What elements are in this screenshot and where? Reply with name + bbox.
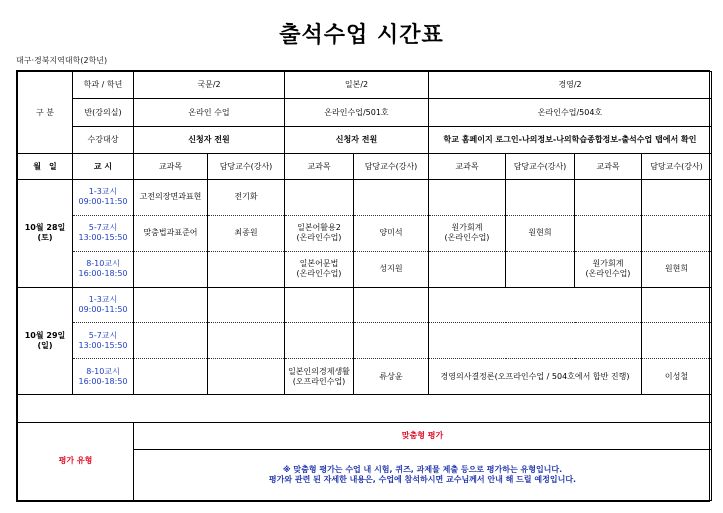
subject-cell: 맞춤법과표준어 xyxy=(134,215,208,251)
prof-cell xyxy=(506,179,575,215)
prof-cell xyxy=(354,179,429,215)
subject-cell xyxy=(134,323,208,359)
subject-cell xyxy=(134,359,208,395)
subject-cell xyxy=(285,323,354,359)
subject-header: 교과목 xyxy=(575,154,642,179)
prof-cell xyxy=(208,359,285,395)
dept-business: 경영/2 xyxy=(429,72,712,99)
target-business: 학교 홈페이지 로그인-나의정보-나의학습종합정보-출석수업 탭에서 확인 xyxy=(429,126,712,153)
subject-cell: 일본어문법 (온라인수업) xyxy=(285,251,354,287)
day2-date-cell xyxy=(18,287,73,395)
subject-cell xyxy=(429,287,642,323)
prof-cell xyxy=(354,287,429,323)
prof-cell xyxy=(506,251,575,287)
dept-japanese: 일본/2 xyxy=(285,72,429,99)
day1-date: 10월 28일 xyxy=(24,223,66,233)
spacer-row xyxy=(18,395,712,422)
period-label: 5-7교시 xyxy=(88,330,118,340)
prof-header: 담당교수(강사) xyxy=(506,154,575,179)
target-row xyxy=(18,126,712,153)
period-header: 교 시 xyxy=(73,154,134,179)
dept-korean: 국문/2 xyxy=(134,72,285,99)
period-cell xyxy=(73,323,134,359)
period-time: 13:00-15:50 xyxy=(78,233,128,243)
evaluation-label: 평가 유형 xyxy=(18,422,134,500)
period-cell xyxy=(73,251,134,287)
schedule-row xyxy=(18,179,712,215)
prof-cell: 원현희 xyxy=(642,251,712,287)
prof-cell xyxy=(208,251,285,287)
subject-cell xyxy=(134,287,208,323)
schedule-row xyxy=(18,359,712,395)
subject-cell xyxy=(429,323,642,359)
subject-cell xyxy=(134,251,208,287)
prof-cell: 원현희 xyxy=(506,215,575,251)
subject-header: 교과목 xyxy=(285,154,354,179)
subject-cell xyxy=(575,215,642,251)
page-title: 출석수업 시간표 xyxy=(279,23,444,48)
room-row xyxy=(18,99,712,126)
period-cell xyxy=(73,287,134,323)
prof-header: 담당교수(강사) xyxy=(208,154,285,179)
evaluation-description xyxy=(134,450,712,501)
target-korean: 신청자 전원 xyxy=(134,126,285,153)
period-label: 8-10교시 xyxy=(86,366,120,376)
prof-cell xyxy=(354,323,429,359)
prof-cell xyxy=(642,287,712,323)
prof-header: 담당교수(강사) xyxy=(354,154,429,179)
subject-cell xyxy=(429,251,506,287)
prof-cell xyxy=(208,323,285,359)
dept-label: 학과 / 학년 xyxy=(73,72,134,99)
evaluation-row xyxy=(18,422,712,449)
room-korean: 온라인 수업 xyxy=(134,99,285,126)
prof-cell: 성지원 xyxy=(354,251,429,287)
prof-cell xyxy=(208,287,285,323)
prof-cell xyxy=(642,323,712,359)
subject-cell xyxy=(429,179,506,215)
day1-weekday: (토) xyxy=(37,233,53,243)
gubun-cell: 구 분 xyxy=(18,72,73,154)
target-label: 수강대상 xyxy=(73,126,134,153)
period-time: 13:00-15:50 xyxy=(78,340,128,350)
subject-header: 교과목 xyxy=(429,154,506,179)
period-label: 1-3교시 xyxy=(88,294,118,304)
evaluation-desc-line2: 평가와 관련 된 자세한 내용은, 수업에 참석하시면 교수님께서 안내 해 드릴 예정입니다. xyxy=(268,475,577,485)
day2-weekday: (일) xyxy=(37,340,53,350)
prof-header: 담당교수(강사) xyxy=(642,154,712,179)
period-label: 5-7교시 xyxy=(88,223,118,233)
period-cell xyxy=(73,215,134,251)
schedule-row xyxy=(18,323,712,359)
subject-cell: 고전의장면과표현 xyxy=(134,179,208,215)
prof-cell: 양미석 xyxy=(354,215,429,251)
prof-cell: 류상윤 xyxy=(354,359,429,395)
subject-cell: 원가회계 (온라인수업) xyxy=(575,251,642,287)
dept-row xyxy=(18,72,712,99)
subject-cell xyxy=(285,179,354,215)
prof-cell: 전기화 xyxy=(208,179,285,215)
evaluation-type: 맞춤형 평가 xyxy=(134,422,712,449)
column-header-row xyxy=(18,154,712,179)
period-time: 16:00-18:50 xyxy=(78,376,128,386)
schedule-row xyxy=(18,287,712,323)
subject-cell xyxy=(285,287,354,323)
period-time: 09:00-11:50 xyxy=(78,197,128,207)
spacer-cell xyxy=(18,395,712,422)
evaluation-desc-line1: ※ 맞춤형 평가는 수업 내 시험, 퀴즈, 과제물 제출 등으로 평가하는 유형입니다. xyxy=(282,465,563,475)
prof-cell: 이성철 xyxy=(642,359,712,395)
period-cell xyxy=(73,179,134,215)
subject-cell xyxy=(575,179,642,215)
day2-date: 10월 29일 xyxy=(24,330,66,340)
month-day-header: 월 일 xyxy=(18,154,73,179)
period-cell xyxy=(73,359,134,395)
subject-cell: 일본어활용2 (온라인수업) xyxy=(285,215,354,251)
period-label: 8-10교시 xyxy=(86,259,120,269)
subject-cell: 일본인의경제생활 (오프라인수업) xyxy=(285,359,354,395)
subject-header: 교과목 xyxy=(134,154,208,179)
timetable-sheet xyxy=(16,70,710,502)
subject-cell: 경영의사결정론(오프라인수업 / 504호에서 합반 진행) xyxy=(429,359,642,395)
schedule-row xyxy=(18,215,712,251)
room-label: 반(강의실) xyxy=(73,99,134,126)
room-business: 온라인수업/504호 xyxy=(429,99,712,126)
schedule-row xyxy=(18,251,712,287)
period-label: 1-3교시 xyxy=(88,187,118,197)
region-label: 대구·경북지역대학(2학년) xyxy=(16,56,108,65)
prof-cell xyxy=(642,215,712,251)
prof-cell: 최종원 xyxy=(208,215,285,251)
period-time: 16:00-18:50 xyxy=(78,269,128,279)
period-time: 09:00-11:50 xyxy=(78,304,128,314)
room-japanese: 온라인수업/501호 xyxy=(285,99,429,126)
day1-date-cell xyxy=(18,179,73,287)
subject-cell: 원가회계 (온라인수업) xyxy=(429,215,506,251)
prof-cell xyxy=(642,179,712,215)
target-japanese: 신청자 전원 xyxy=(285,126,429,153)
timetable xyxy=(17,71,712,501)
